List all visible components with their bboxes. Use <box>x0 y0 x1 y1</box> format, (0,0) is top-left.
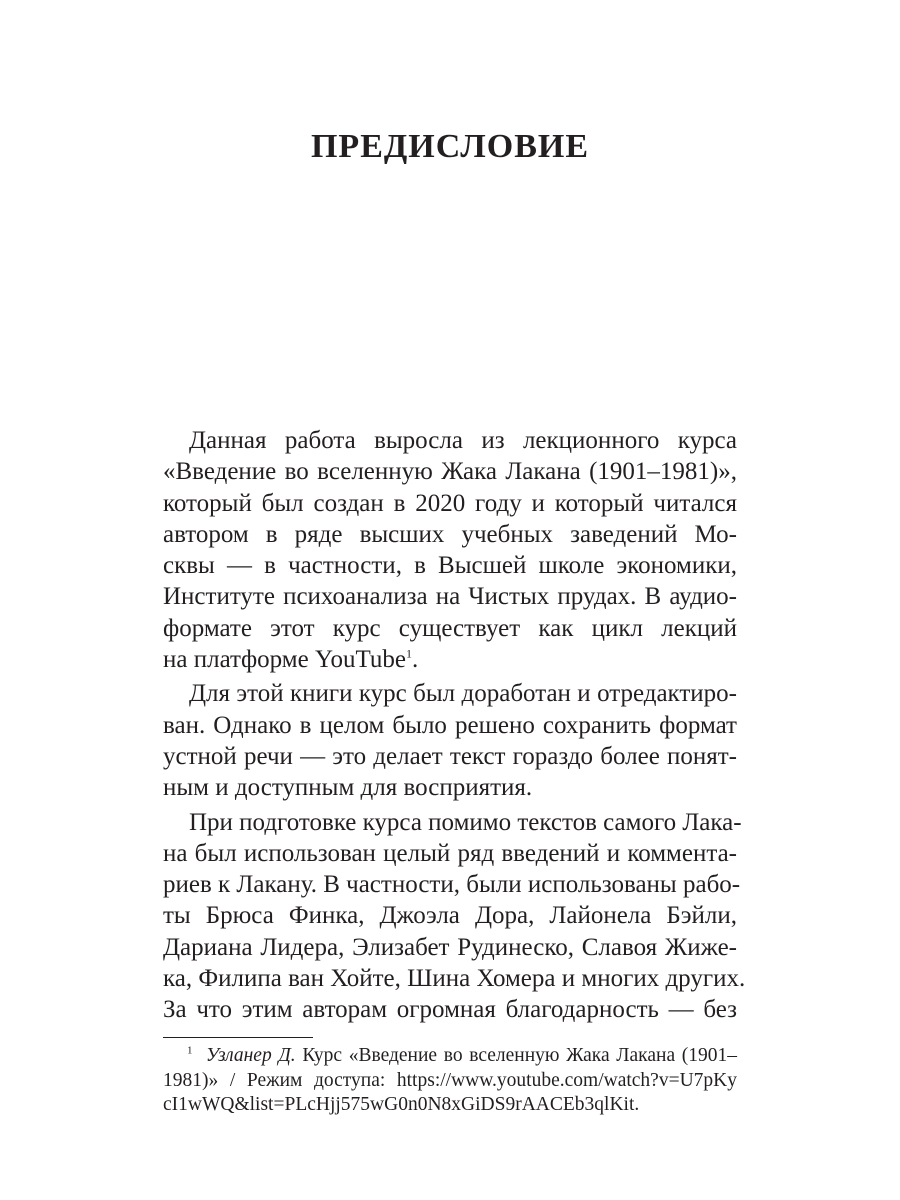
text-line: риев к Лакану. В частности, были использованы рабо- <box>163 871 741 899</box>
footnote-reference[interactable]: 1 <box>405 646 412 661</box>
text-line: При подготовке курса помимо текстов самого Лака- <box>189 808 742 836</box>
text-line: ты Брюса Финка, Джоэла Дора, Лайонела Бэйли, <box>163 902 737 930</box>
footnote-divider <box>163 1037 313 1038</box>
body-text <box>163 425 746 1029</box>
text-line: формате этот курс существует как цикл лекций <box>163 614 737 642</box>
text-line: Дариана Лидера, Элизабет Рудинеско, Славоя Жиже- <box>163 933 737 961</box>
text-line: Данная работа выросла из лекционного курса <box>189 427 737 454</box>
text-line: который был создан в 2020 году и который читался <box>163 489 737 517</box>
footnote <box>163 1044 737 1118</box>
text-line: устной речи — это делает текст гораздо более понят- <box>163 742 737 770</box>
footnote-link[interactable]: cI1wWQ&list=PLcHjj575wG0n0N8xGiDS9rAACEb3qlKit. <box>163 1094 640 1115</box>
text-line: автором в ряде высших учебных заведений Мо- <box>163 520 737 548</box>
text-line: ван. Однако в целом было решено сохранить формат <box>163 711 737 739</box>
chapter-title: ПРЕДИСЛОВИЕ <box>310 128 590 165</box>
footnote-number: 1 <box>187 1044 193 1057</box>
text-line: ным и доступным для восприятия. <box>163 774 533 802</box>
text-line: Институте психоанализа на Чистых прудах. В аудио- <box>163 583 737 611</box>
footnote-author: Узланер Д. <box>205 1045 296 1066</box>
paragraph-1 <box>163 425 737 675</box>
text-line: «Введение во вселенную Жака Лакана (1901–1981)», <box>163 458 737 486</box>
footnote-text: Курс «Введение во вселенную Жака Лакана (1901– <box>295 1045 738 1066</box>
paragraph-2 <box>163 678 737 803</box>
footnote-line: 1981)» / Режим доступа: https://www.youtube.com/watch?v=U7pKy <box>163 1069 737 1091</box>
text-line: Для этой книги курс был доработан и отредактиро- <box>189 680 737 708</box>
text-line: ка, Филипа ван Хойте, Шина Хомера и многих других. <box>163 965 746 993</box>
paragraph-3 <box>163 807 746 1026</box>
footnote-line <box>163 1044 737 1069</box>
text-line-content: на платформе YouTube <box>163 646 406 674</box>
text-line: За что этим авторам огромная благодарность — без <box>163 996 737 1024</box>
sentence-end: . <box>411 646 419 674</box>
text-line <box>163 644 737 675</box>
text-line: на был использован целый ряд введений и коммента- <box>163 839 737 867</box>
text-line: сквы — в частности, в Высшей школе экономики, <box>163 552 737 580</box>
